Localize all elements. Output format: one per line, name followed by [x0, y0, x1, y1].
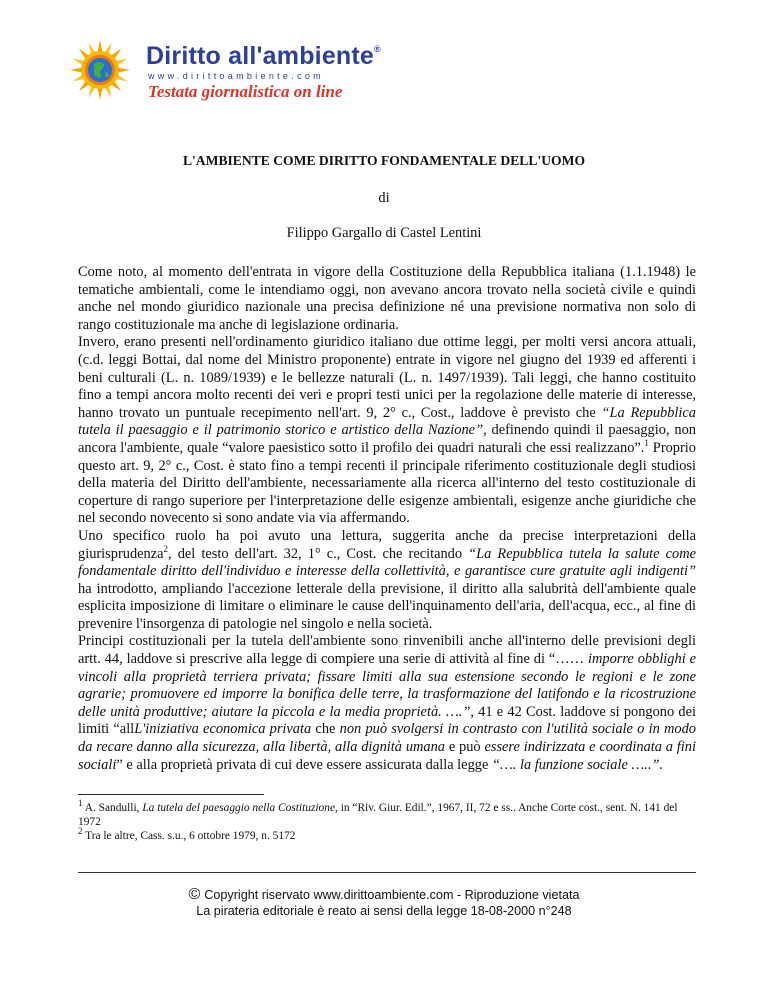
- copyright-icon: ©: [188, 886, 201, 903]
- article-body: [78, 264, 696, 774]
- footnote-2: $^2$ Tra le altre, Cass. s.u., 6 ottobre 1979, n. 5172: [78, 826, 296, 842]
- article-author: Filippo Gargallo di Castel Lentini: [286, 225, 482, 241]
- article-title: L'AMBIENTE COME DIRITTO FONDAMENTALE DELL'UOMO: [182, 153, 586, 168]
- piracy-notice: La pirateria editoriale è reato ai sensi della legge 18-08-2000 n°248: [196, 904, 572, 918]
- sun-globe-icon: [58, 38, 142, 102]
- brand-url[interactable]: www.dirittoambiente.com: [148, 71, 324, 81]
- brand-tagline: Testata giornalistica on line: [148, 82, 343, 101]
- footnote-ref-1[interactable]: 1: [644, 438, 649, 449]
- footnote-separator: [78, 794, 264, 795]
- footer-separator: [78, 872, 696, 873]
- footnote-1: $^1$ A. Sandulli, La tutela del paesaggio nella Costituzione, in “Riv. Giur. Edil.”, 1967, II, 72 e ss.. Anche Corte cost., sent. N. 141 del 1972: [78, 798, 678, 828]
- paragraph-3: Uno specifico ruolo ha poi avuto una lettura, suggerita anche da precise interpretazioni della giurisprudenza$^2$, del testo dell'art. 32, 1° c., Cost. che recitando “La Repubblica tutela la salute come fondamentale diritto dell'individuo e interesse della collettività, e garantisce cure gratuite agli indigenti” ha introdotto, ampliando l'accezione letterale della previsione, il diritto alla salubrità dell'ambiente quale esplicita imposizione di limitare o eliminare le cause dell'inquinamento dell'aria, dell'acqua, ecc., al fine di prevenire l'insorgenza di patologie nel singolo e nella società.: [78, 527, 696, 632]
- brand-name: Diritto all'ambiente®: [146, 42, 381, 70]
- site-logo[interactable]: [58, 38, 381, 101]
- paragraph-4: Principi costituzionali per la tutela dell'ambiente sono rinvenibili anche all'interno delle previsioni degli artt. 44, laddove si prescrive alla legge di compiere una serie di attività al fine di “…… imporre obblighi e vincoli alla proprietà terriera privata; fissare limiti alla sua estensione secondo le regioni e le zone agrarie; promuovere ed imporre la bonifica delle terre, la trasformazione del latifondo e la ricostruzione delle unità produttive; aiutare la piccola e la media proprietà. ….”, 41 e 42 Cost. laddove si pongono dei limiti “allL'iniziativa economica privata che non può svolgersi in contrasto con l'utilità sociale o in modo da recare danno alla sicurezza, alla libertà, alla dignità umana e può essere indirizzata e coordinata a fini sociali” e alla proprietà privata di cui deve essere assicurata dalla legge “…. la funzione sociale …..”.: [78, 633, 697, 773]
- footnotes: [78, 798, 696, 843]
- copyright-line: © Copyright riservato www.dirittoambiente.com - Riproduzione vietata: [188, 886, 580, 903]
- page-footer: [0, 887, 768, 919]
- paragraph-2: Invero, erano presenti nell'ordinamento giuridico italiano due ottime leggi, per molti versi ancora attuali, (c.d. leggi Bottai, dal nome del Ministro proponente) entrate in vigore nel giugno del 1939 ed afferenti i beni culturali (L. n. 1089/1939) e le bellezze naturali (L. n. 1497/1939). Tali leggi, che hanno costituito fino a tempi ancora molto recenti dei veri e propri testi unici per la regolazione delle materie di interesse, hanno trovato un puntuale recepimento nell'art. 9, 2° c., Cost., laddove è previsto che “La Repubblica tutela il paesaggio e il patrimonio storico e artistico della Nazione”, definendo quindi il paesaggio, non ancora l'ambiente, quale “valore paesistico sotto il profilo dei quadri naturali che essi realizzano”.$^1$ Proprio questo art. 9, 2° c., Cost. è stato fino a tempi recenti il principale riferimento costituzionale degli studiosi della materia del Diritto dell'ambiente, necessariamente alla ricerca all'interno del testo costituzionale di coperture di rango superiore per l'interpretazione delle esigenze ambientali, esigenze anche giuridiche che nel secondo novecento si sono andate via via affermando.: [78, 334, 696, 527]
- paragraph-1: Come noto, al momento dell'entrata in vigore della Costituzione della Repubblica italiana (1.1.1948) le tematiche ambientali, come le intendiamo oggi, non avevano ancora trovato nella società civile e quindi anche nel mondo giuridico nazionale una precisa definizione né una previsione normativa non solo di rango costituzionale ma anche di legislazione ordinaria.: [78, 264, 696, 333]
- footnote-ref-2[interactable]: 2: [163, 543, 169, 554]
- article-byline-di: di: [378, 190, 390, 206]
